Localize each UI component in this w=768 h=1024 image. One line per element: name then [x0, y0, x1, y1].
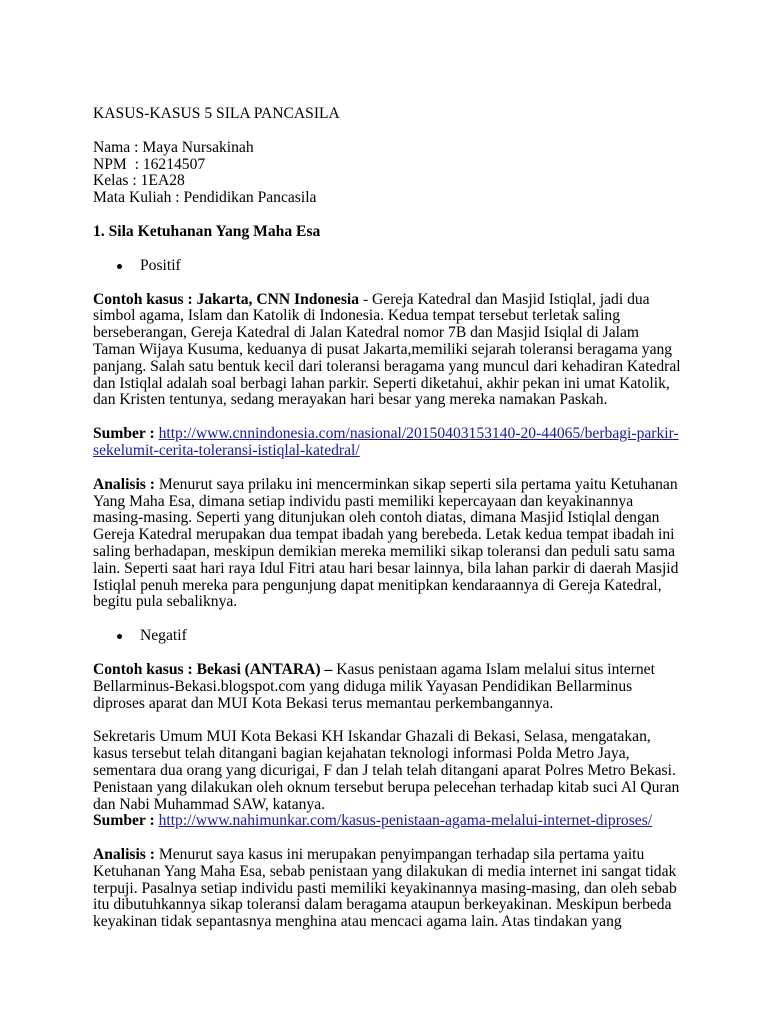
negatif-case-source: Bekasi (ANTARA) –: [196, 660, 333, 678]
info-course: Mata Kuliah : Pendidikan Pancasila: [93, 189, 317, 207]
positif-case-paragraph: [93, 292, 683, 410]
positif-source-paragraph: [93, 426, 683, 460]
positif-case-source: Jakarta, CNN Indonesia: [196, 290, 360, 308]
negatif-case-paragraph: [93, 662, 683, 712]
positif-source-link[interactable]: http://www.cnnindonesia.com/nasional/20150403153140-20-44065/berbagi-parkir-sekelumit-cerita-toleransi-istiqlal-katedral/: [93, 425, 679, 459]
negatif-analysis-text: Menurut saya kasus ini merupakan penyimpangan terhadap sila pertama yaitu Ketuhanan Yang Maha Esa, sebab penistaan yang dilakukan di media internet ini sangat tidak terpuji. Pasalnya setiap individu pasti memiliki keyakinannya masing-masing, dan oleh sebab itu dibutuhkannya sikap toleransi dalam beragama ataupun berkeyakinan. Meskipun berbeda keyakinan tidak sepantasnya menghina atau mencaci agama lain. Atas tindakan yang: [93, 846, 677, 931]
bullet-dot-icon: [117, 264, 122, 269]
negatif-analysis-label: Analisis :: [93, 846, 155, 864]
bullet-dot-icon: [117, 634, 122, 639]
negatif-source-link[interactable]: http://www.nahimunkar.com/kasus-penistaan-agama-melalui-internet-diproses/: [158, 812, 653, 830]
negatif-source-label: Sumber :: [93, 812, 155, 830]
positif-source-label: Sumber :: [93, 425, 155, 443]
positif-analysis-label: Analisis :: [93, 475, 155, 493]
section-heading: 1. Sila Ketuhanan Yang Maha Esa: [93, 222, 321, 240]
info-class: Kelas : 1EA28: [93, 172, 185, 190]
bullet-negatif: [93, 628, 683, 645]
negatif-case-label: Contoh kasus :: [93, 660, 193, 678]
info-npm: NPM : 16214507: [93, 155, 206, 173]
positif-analysis-text: Menurut saya prilaku ini mencerminkan sikap seperti sila pertama yaitu Ketuhanan Yang Maha Esa, dimana setiap individu pasti memiliki kepercayaan dan keyakinannya masing-masing. Seperti yang ditunjukan oleh contoh diatas, dimana Masjid Istiqlal dengan Gereja Katedral merupakan dua tempat ibadah yang berebeda. Letak kedua tempat ibadah ini saling berhadapan, meskipun demikian mereka memiliki sikap toleransi dan peduli satu sama lain. Seperti saat hari raya Idul Fitri atau hari besar lainnya, bila lahan parkir di daerah Masjid Istiqlal penuh mereka para pengunjung dapat menitipkan kendaraannya di Gereja Katedral, begitu pula sebaliknya.: [93, 475, 679, 611]
negatif-source-paragraph: [93, 813, 683, 830]
bullet-positif: [93, 258, 683, 275]
bullet-positif-label: Positif: [140, 256, 181, 274]
negatif-second-paragraph: Sekretaris Umum MUI Kota Bekasi KH Iskandar Ghazali di Bekasi, Selasa, mengatakan, kasus tersebut telah ditangani bagian kejahatan teknologi informasi Polda Metro Jaya, sementara dua orang yang dicurigai, F dan J telah telah ditangani aparat Polres Metro Bekasi. Penistaan yang dilakukan oleh oknum tersebut berupa pelecehan terhadap kitab suci Al Quran dan Nabi Muhammad SAW, katanya.: [93, 728, 680, 813]
document-title: KASUS-KASUS 5 SILA PANCASILA: [93, 105, 340, 122]
positif-case-text: - Gereja Katedral dan Masjid Istiqlal, jadi dua simbol agama, Islam dan Katolik di Indonesia. Kedua tempat tersebut terletak saling berseberangan, Gereja Katedral di Jalan Katedral nomor 7B dan Masjid Isiqlal di Jalam Taman Wijaya Kusuma, keduanya di pusat Jakarta,memiliki sejarah toleransi beragama yang panjang. Salah satu bentuk kecil dari toleransi beragama yang muncul dari kehadiran Katedral dan Istiqlal adalah soal berbagi lahan parkir. Seperti diketahui, akhir pekan ini umat Katolik, dan Kristen tentunya, sedang merayakan hari besar yang mereka namakan Paskah.: [93, 290, 681, 409]
document-body: [93, 106, 683, 931]
info-name: Nama : Maya Nursakinah: [93, 138, 254, 156]
positif-case-label: Contoh kasus :: [93, 290, 193, 308]
negatif-case-text: Kasus penistaan agama Islam melalui situs internet Bellarminus-Bekasi.blogspot.com yang diduga milik Yayasan Pendidikan Bellarminus diproses aparat dan MUI Kota Bekasi terus memantau perkembangannya.: [93, 660, 655, 712]
positif-analysis-paragraph: [93, 477, 683, 611]
bullet-negatif-label: Negatif: [140, 627, 187, 645]
negatif-analysis-paragraph: [93, 847, 683, 931]
